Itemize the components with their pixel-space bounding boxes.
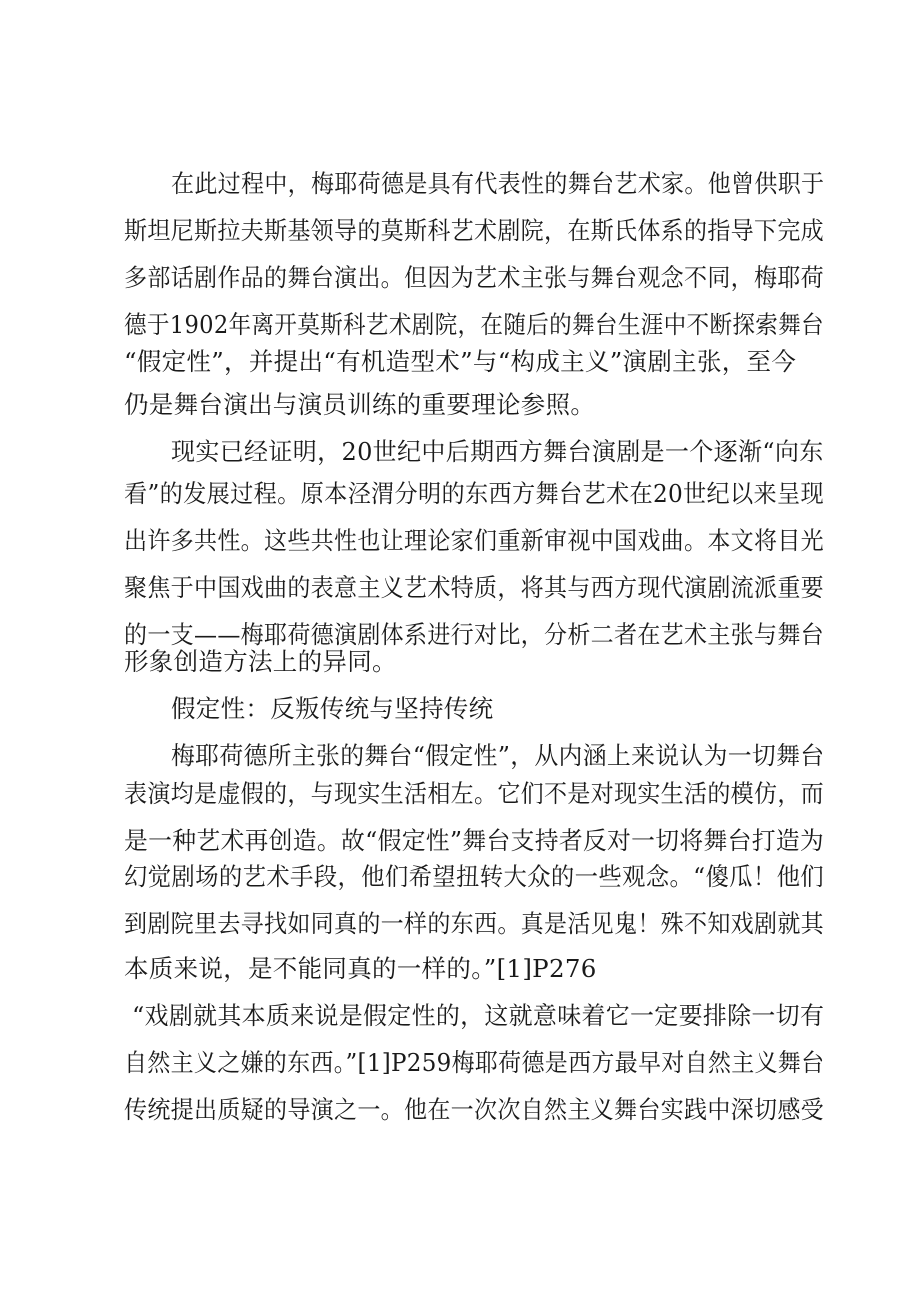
paragraph-3-line-5: 到剧院里去寻找如同真的一样的东西。真是活见鬼！殊不知戏剧就其 xyxy=(124,909,824,938)
paragraph-2-line-6: 形象创造方法上的异同。 xyxy=(124,647,397,676)
paragraph-2-line-4: 聚焦于中国戏曲的表意主义艺术特质，将其与西方现代演剧流派重要 xyxy=(124,573,824,602)
paragraph-4-line-1: “戏剧就其本质来说是假定性的，这就意味着它一定要排除一切有 xyxy=(132,1001,825,1030)
paragraph-1-line-5: “假定性”，并提出“有机造型术”与“构成主义”演剧主张，至今 xyxy=(124,347,797,376)
paragraph-3-line-6: 本质来说，是不能同真的一样的。”[1]P276 xyxy=(124,954,597,983)
paragraph-2-line-5: 的一支——梅耶荷德演剧体系进行对比，分析二者在艺术主张与舞台 xyxy=(124,620,824,649)
section-heading: 假定性：反叛传统与坚持传统 xyxy=(171,694,494,723)
paragraph-1-line-4: 德于1902年离开莫斯科艺术剧院，在随后的舞台生涯中不断探索舞台 xyxy=(124,310,824,339)
paragraph-3-line-4: 幻觉剧场的艺术手段，他们希望扭转大众的一些观念。“傻瓜！他们 xyxy=(124,862,825,891)
paragraph-1-line-2: 斯坦尼斯拉夫斯基领导的莫斯科艺术剧院，在斯氏体系的指导下完成 xyxy=(124,216,824,245)
paragraph-1-line-3: 多部话剧作品的舞台演出。但因为艺术主张与舞台观念不同，梅耶荷 xyxy=(124,263,824,292)
paragraph-4-line-2: 自然主义之嫌的东西。”[1]P259梅耶荷德是西方最早对自然主义舞台 xyxy=(124,1048,825,1077)
paragraph-1-line-1: 在此过程中，梅耶荷德是具有代表性的舞台艺术家。他曾供职于 xyxy=(171,169,825,198)
paragraph-3-line-3: 是一种艺术再创造。故“假定性”舞台支持者反对一切将舞台打造为 xyxy=(124,826,825,855)
paragraph-4-line-3: 传统提出质疑的导演之一。他在一次次自然主义舞台实践中深切感受 xyxy=(124,1095,824,1124)
paragraph-3-line-2: 表演均是虚假的，与现实生活相左。它们不是对现实生活的模仿，而 xyxy=(124,779,824,808)
paragraph-3-line-1: 梅耶荷德所主张的舞台“假定性”，从内涵上来说认为一切舞台 xyxy=(171,741,825,770)
paragraph-2-line-2: 看”的发展过程。原本泾渭分明的东西方舞台艺术在20世纪以来呈现 xyxy=(124,479,824,508)
paragraph-2-line-3: 出许多共性。这些共性也让理论家们重新审视中国戏曲。本文将目光 xyxy=(124,526,824,555)
paragraph-1-line-6: 仍是舞台演出与演员训练的重要理论参照。 xyxy=(124,390,596,419)
paragraph-2-line-1: 现实已经证明，20世纪中后期西方舞台演剧是一个逐渐“向东 xyxy=(171,437,824,466)
